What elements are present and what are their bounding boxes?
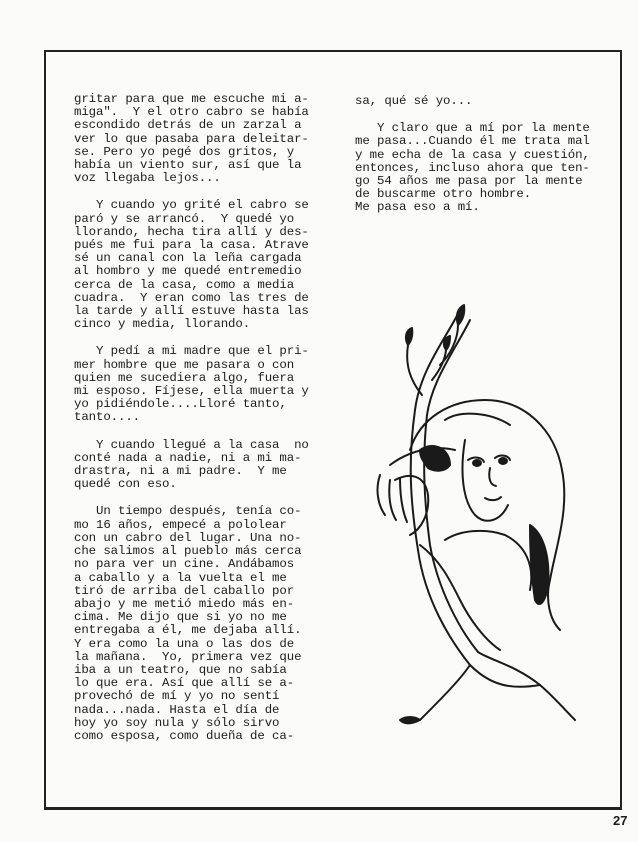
mouth bbox=[485, 497, 501, 500]
paragraph-2: Y cuando yo grité el cabro se paró y se arrancó. Y quedé yo llorando, hecha tira allí y des- pués me fui para la casa. Atrave sé un canal con la leña cargada al hombro y me quedé entremedio cerca de la casa, como a media cuadra. Y eran como las tres de la tarde y allí estuve hasta las cinco y media, llorando. bbox=[74, 198, 309, 332]
paragraph-6: sa, qué sé yo... bbox=[355, 94, 473, 108]
hair-strand bbox=[445, 414, 510, 425]
hair-dark bbox=[530, 525, 548, 604]
twig-right-leaf bbox=[457, 305, 464, 325]
branch-fork-leaf bbox=[400, 717, 420, 723]
paragraph-4: Y cuando llegué a la casa no conté nada a nadie, ni a mi ma- drastra, ni a mi padre. Y me quedé con eso. bbox=[74, 437, 309, 492]
body-front bbox=[420, 545, 500, 650]
woman-with-branch-illustration bbox=[350, 300, 590, 730]
right-text-column bbox=[355, 95, 620, 229]
branch-main bbox=[411, 310, 540, 687]
nose bbox=[489, 468, 496, 486]
page-number: 27 bbox=[613, 813, 628, 828]
hand-fingers bbox=[378, 475, 407, 522]
left-text-column bbox=[74, 93, 338, 757]
branch-fork bbox=[420, 665, 470, 720]
paragraph-1: gritar para que me escuche mi a- miga". Y el otro cabro se había escondido detrás de un zarzal a ver lo que pasaba para deleitar- se. Pero yo pegé dos gritos, y había un viento sur, así que la voz llegaba lejos... bbox=[74, 92, 309, 186]
face-outline bbox=[462, 440, 508, 521]
paragraph-3: Y pedí a mi madre que el pri- mer hombre que me pasara o con quien me sucediera algo, fuera mi esposo. Fíjese, ella muerta y yo pidiéndole....Lloré tanto, tanto.... bbox=[74, 344, 309, 425]
paragraph-5: Un tiempo después, tenía co- mo 16 años, empecé a pololear con un cabro del lugar. Una no- che salimos al pueblo más cerca no para ver un cine. Andábamos a caballo y a la vuelta el me tiró de arriba del caballo por abajo y me metió miedo más en- cima. Me dijo que si yo no me entregaba a él, me dejaba allí. Y era como la una o las dos de la mañana. Yo, primera vez que iba a un teatro, que no sabía lo que era. Así que allí se a- provechó de mí y yo no sentí nada...nada. Hasta el día de hoy yo soy nula y sólo sirvo como esposa, como dueña de ca- bbox=[74, 504, 302, 743]
shoulder bbox=[445, 531, 531, 590]
paragraph-7: Y claro que a mí por la mente me pasa...Cuando él me trata mal y me echa de la casa y cuestión, entonces, incluso ahora que ten- go 54 años me pasa por la mente de buscarme otro hombre. Me pasa eso a mí. bbox=[355, 121, 590, 215]
twig-left-leaf bbox=[406, 328, 412, 345]
